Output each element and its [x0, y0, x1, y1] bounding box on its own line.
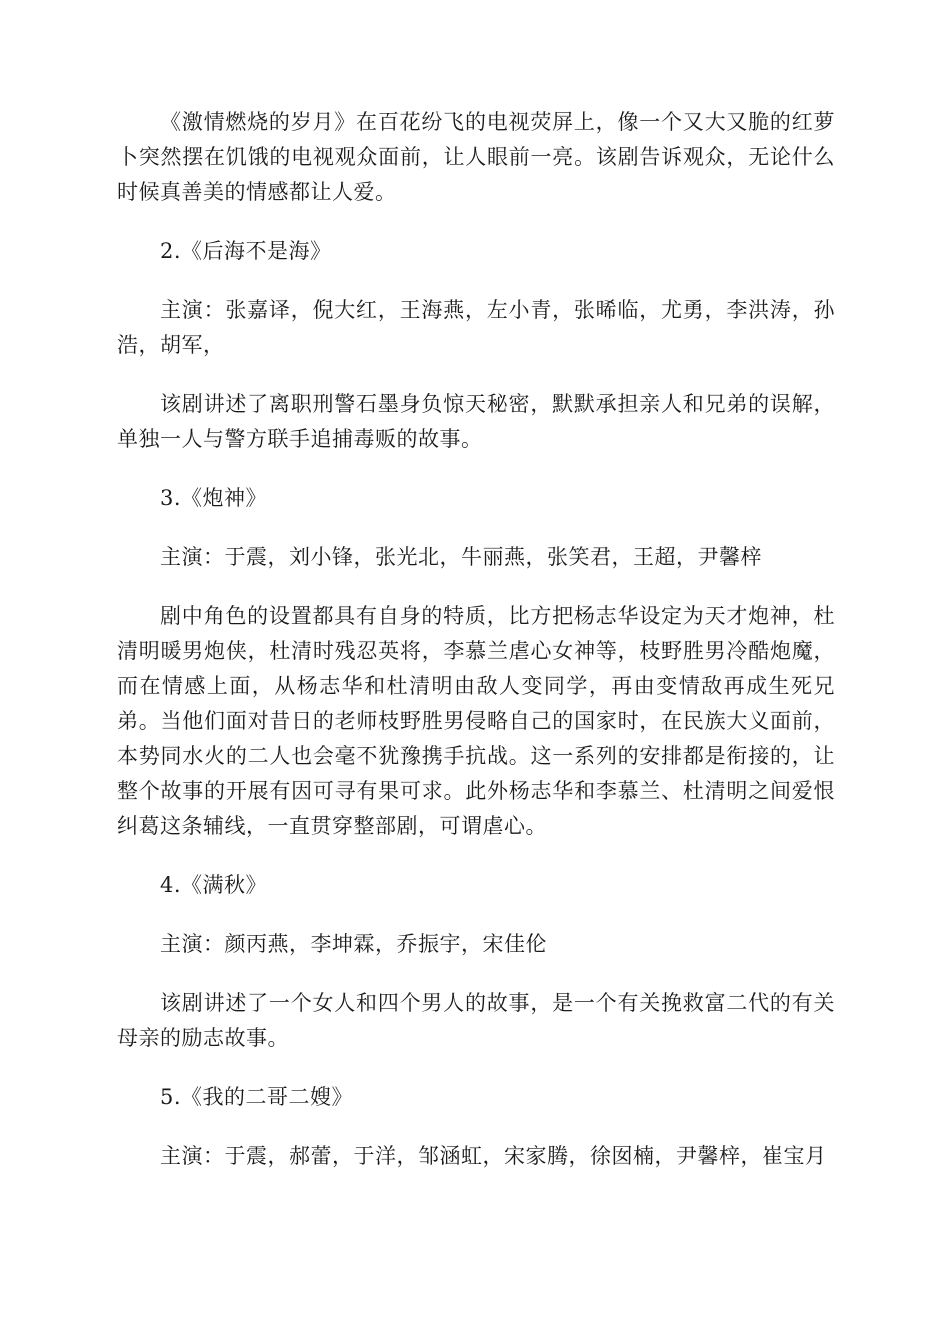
- item-5-title: 5.《我的二哥二嫂》: [160, 1085, 354, 1109]
- item-2-title: 2.《后海不是海》: [160, 239, 332, 263]
- item-5-cast: 主演：于震，郝蕾，于洋，邹涵虹，宋家腾，徐囡楠，尹馨梓，崔宝月: [160, 1144, 827, 1168]
- item-4-cast: 主演：颜丙燕，李坤霖，乔振宇，宋佳伦: [160, 932, 547, 956]
- item-2-cast: 主演：张嘉译，倪大红，王海燕，左小青，张晞临，尤勇，李洪涛，孙浩，胡军，: [117, 298, 835, 357]
- item-4-title: 4.《满秋》: [160, 873, 268, 897]
- item-2-description: 该剧讲述了离职刑警石墨身负惊天秘密，默默承担亲人和兄弟的误解，单独一人与警方联手追捕毒贩的故事。: [117, 392, 835, 451]
- document-page: [117, 105, 835, 1198]
- item-4-description: 该剧讲述了一个女人和四个男人的故事，是一个有关挽救富二代的有关母亲的励志故事。: [117, 991, 835, 1050]
- item-3-description: 剧中角色的设置都具有自身的特质，比方把杨志华设定为天才炮神，杜清明暖男炮侠，杜清时残忍英将，李慕兰虐心女神等，枝野胜男冷酷炮魔，而在情感上面，从杨志华和杜清明由敌人变同学，再由变情敌再成生死兄弟。当他们面对昔日的老师枝野胜男侵略自己的国家时，在民族大义面前，本势同水火的二人也会毫不犹豫携手抗战。这一系列的安排都是衔接的，让整个故事的开展有因可寻有果可求。此外杨志华和李慕兰、杜清明之间爱恨纠葛这条辅线，一直贯穿整部剧，可谓虐心。: [117, 604, 835, 838]
- item-3-title: 3.《炮神》: [160, 486, 268, 510]
- item-3-cast: 主演：于震，刘小锋，张光北，牛丽燕，张笑君，王超，尹馨梓: [160, 545, 762, 569]
- intro-paragraph: 《激情燃烧的岁月》在百花纷飞的电视荧屏上，像一个又大又脆的红萝卜突然摆在饥饿的电视观众面前，让人眼前一亮。该剧告诉观众，无论什么时候真善美的情感都让人爱。: [117, 110, 835, 204]
